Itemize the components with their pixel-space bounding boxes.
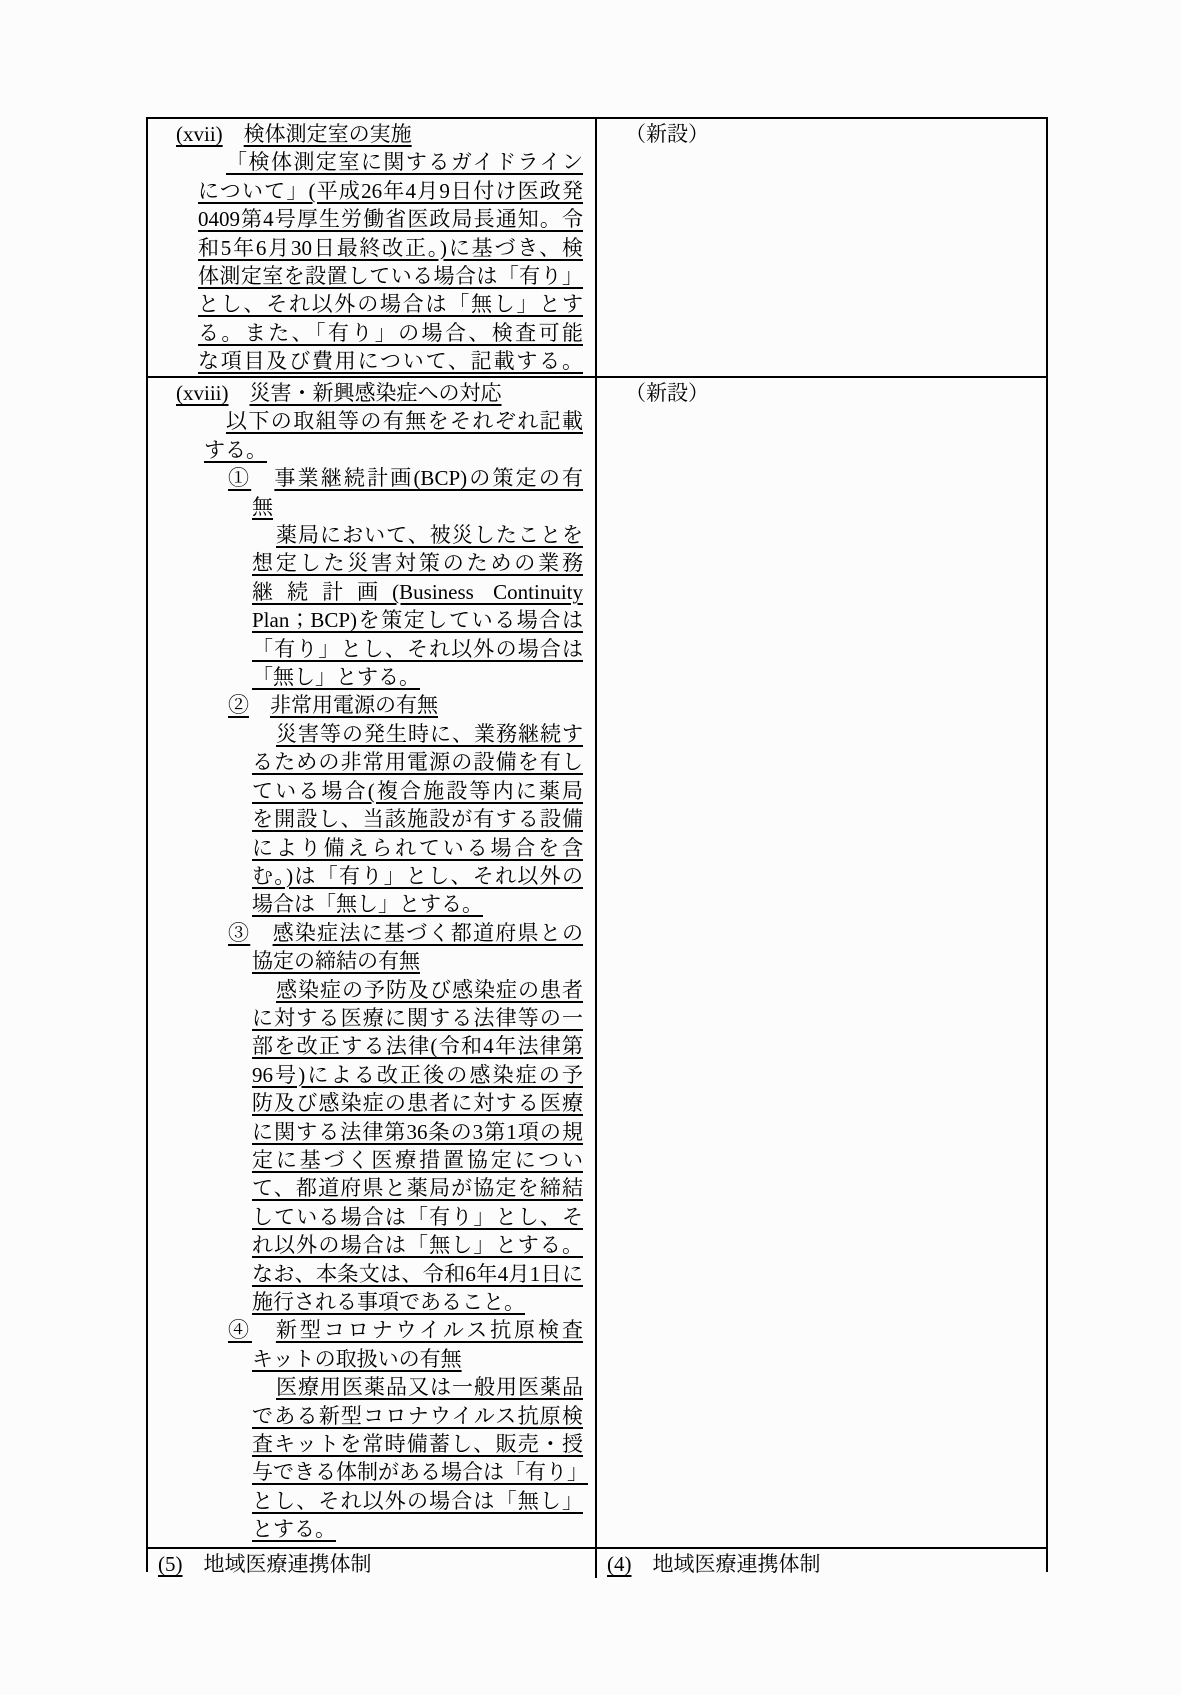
underlined-text-segment: に関する法律第36条の3第1項の規 — [252, 1119, 583, 1144]
text-line — [198, 205, 583, 233]
text-segment — [229, 381, 250, 405]
underlined-text-segment: 「無し」とする。 — [252, 665, 420, 690]
text-segment — [632, 1552, 653, 1576]
text-segment: （新設） — [625, 122, 709, 146]
underlined-text-segment: ている場合(複合施設等内に薬局 — [252, 778, 583, 803]
text-line — [252, 777, 583, 805]
text-line — [252, 1402, 583, 1430]
underlined-text-segment: 0409第4号厚生労働省医政局長通知。令 — [198, 207, 583, 232]
text-line — [252, 578, 583, 606]
underlined-text-segment: 災害等の発生時に、業務継続す — [276, 721, 583, 746]
text-line — [252, 493, 583, 521]
comparison-table — [146, 117, 1048, 1576]
underlined-text-segment: 無 — [252, 494, 273, 519]
text-line — [252, 748, 583, 776]
cell-r1-right — [597, 119, 1046, 376]
underlined-text-segment: (5) — [158, 1552, 183, 1576]
text-line — [252, 1458, 588, 1486]
text-line — [252, 549, 583, 577]
underlined-text-segment: 場合は「無し」とする。 — [252, 892, 483, 917]
cell-r2-left — [148, 378, 597, 1547]
cell-r1-left — [148, 119, 597, 376]
text-line — [252, 1089, 583, 1117]
text-line — [252, 1260, 583, 1288]
text-line — [625, 120, 1034, 148]
underlined-text-segment: とし、それ以外の場合は「無し」 — [252, 1488, 583, 1513]
table-row-xviii — [148, 378, 1046, 1549]
text-line — [252, 1118, 583, 1146]
text-line — [276, 976, 583, 1004]
text-segment — [251, 466, 274, 490]
text-segment — [252, 1318, 276, 1342]
text-line — [252, 606, 583, 634]
underlined-text-segment: とし、それ以外の場合は「無し」とす — [198, 292, 583, 317]
text-line — [252, 635, 583, 663]
text-line — [252, 1231, 583, 1259]
underlined-text-segment: キットの取扱いの有無 — [252, 1346, 462, 1371]
underlined-text-segment: (4) — [607, 1552, 632, 1576]
underlined-text-segment: 災害・新興感染症への対応 — [249, 381, 502, 405]
text-segment: 地域医療連携体制 — [652, 1552, 821, 1576]
underlined-text-segment: 非常用電源の有無 — [270, 693, 438, 718]
text-line — [252, 947, 583, 975]
text-line — [252, 834, 583, 862]
text-line — [198, 319, 583, 347]
text-segment — [250, 921, 272, 945]
cell-r3-right — [597, 1549, 1046, 1578]
underlined-text-segment: Plan；BCP)を策定している場合は — [252, 608, 583, 633]
underlined-text-segment: 以下の取組等の有無をそれぞれ記載 — [226, 409, 583, 434]
text-line — [252, 1288, 583, 1316]
text-line — [228, 1316, 583, 1344]
underlined-text-segment: 部を改正する法律(令和4年法律第 — [252, 1034, 583, 1059]
table-row-regional — [148, 1549, 1046, 1578]
underlined-text-segment: る。また、「有り」の場合、検査可能 — [198, 320, 583, 345]
text-line — [158, 1550, 583, 1578]
underlined-text-segment: む。)は「有り」とし、それ以外の — [252, 863, 583, 888]
underlined-text-segment: 和5年6月30日最終改正。)に基づき、検 — [198, 235, 583, 260]
text-segment — [223, 122, 244, 146]
text-segment — [183, 1552, 204, 1576]
text-line — [252, 1345, 583, 1373]
underlined-text-segment: (xviii) — [176, 381, 229, 405]
text-line — [228, 919, 583, 947]
text-line — [252, 1515, 583, 1543]
text-line — [252, 890, 583, 918]
underlined-text-segment: 体測定室を設置している場合は「有り」 — [198, 264, 583, 289]
text-line — [252, 1487, 583, 1515]
text-line — [252, 1146, 583, 1174]
cell-r3-left — [148, 1549, 597, 1578]
text-line — [252, 1430, 583, 1458]
text-line — [252, 1004, 583, 1032]
text-segment — [249, 693, 270, 717]
underlined-text-segment: である新型コロナウイルス抗原検 — [252, 1403, 583, 1428]
text-line — [252, 1061, 583, 1089]
text-line — [198, 262, 583, 290]
underlined-text-segment: 医療用医薬品又は一般用医薬品 — [276, 1375, 583, 1400]
text-line — [226, 148, 583, 176]
underlined-text-segment: する。 — [204, 437, 267, 462]
underlined-text-segment: 「検体測定室に関するガイドライン — [226, 150, 583, 175]
underlined-text-segment: について」(平成26年4月9日付け医政発 — [198, 178, 583, 203]
underlined-text-segment: 想定した災害対策のための業務 — [252, 551, 583, 576]
underlined-text-segment: 薬局において、被災したことを — [276, 523, 583, 548]
text-line — [228, 464, 583, 492]
text-segment: （新設） — [625, 381, 709, 405]
text-line — [252, 1203, 583, 1231]
underlined-text-segment: なお、本条文は、令和6年4月1日に — [252, 1261, 583, 1286]
text-line — [252, 862, 583, 890]
text-line — [176, 379, 583, 407]
text-line — [252, 805, 583, 833]
text-line — [226, 407, 583, 435]
underlined-text-segment: (xvii) — [176, 122, 223, 146]
underlined-text-segment: とする。 — [252, 1517, 336, 1542]
underlined-text-segment: ① — [228, 466, 252, 491]
text-line — [198, 290, 583, 318]
underlined-text-segment: を開設し、当該施設が有する設備 — [252, 807, 583, 832]
underlined-text-segment: 「有り」とし、それ以外の場合は — [252, 636, 583, 661]
underlined-text-segment: 事業継続計画(BCP)の策定の有 — [274, 466, 584, 491]
text-line — [204, 436, 583, 464]
underlined-text-segment: るための非常用電源の設備を有し — [252, 750, 583, 775]
underlined-text-segment: れ以外の場合は「無し」とする。 — [252, 1233, 583, 1258]
text-line — [252, 1174, 583, 1202]
underlined-text-segment: 協定の締結の有無 — [252, 949, 420, 974]
text-segment: 地域医療連携体制 — [203, 1552, 372, 1576]
cell-r2-right — [597, 378, 1046, 1547]
underlined-text-segment: 防及び感染症の患者に対する医療 — [252, 1091, 583, 1116]
underlined-text-segment: て、都道府県と薬局が協定を締結 — [252, 1176, 583, 1201]
text-line — [198, 347, 583, 375]
underlined-text-segment: 与できる体制がある場合は「有り」 — [252, 1460, 588, 1485]
text-line — [198, 177, 583, 205]
underlined-text-segment: ③ — [228, 920, 251, 945]
underlined-text-segment: により備えられている場合を含 — [252, 835, 583, 860]
text-line — [228, 691, 583, 719]
text-line — [625, 379, 1034, 407]
underlined-text-segment: 査キットを常時備蓄し、販売・授 — [252, 1432, 583, 1457]
table-row-xvii — [148, 119, 1046, 378]
underlined-text-segment: 定に基づく医療措置協定につい — [252, 1147, 583, 1172]
underlined-text-segment: 検体測定室の実施 — [243, 122, 412, 146]
underlined-text-segment: 継続計画(Business Continuity — [252, 579, 583, 604]
underlined-text-segment: な項目及び費用について、記載する。 — [198, 349, 583, 374]
text-line — [276, 1373, 583, 1401]
text-line — [276, 521, 583, 549]
text-line — [198, 234, 583, 262]
text-line — [607, 1550, 1034, 1578]
underlined-text-segment: 96号)による改正後の感染症の予 — [252, 1062, 583, 1087]
text-line — [252, 1032, 583, 1060]
underlined-text-segment: ④ — [228, 1318, 252, 1343]
underlined-text-segment: 感染症法に基づく都道府県との — [272, 920, 584, 945]
underlined-text-segment: 新型コロナウイルス抗原検査 — [275, 1318, 584, 1343]
text-line — [176, 120, 583, 148]
underlined-text-segment: 施行される事項であること。 — [252, 1290, 525, 1314]
text-line — [252, 663, 583, 691]
underlined-text-segment: に対する医療に関する法律等の一 — [252, 1005, 583, 1030]
underlined-text-segment: ② — [228, 693, 249, 718]
underlined-text-segment: している場合は「有り」とし、そ — [252, 1204, 583, 1229]
text-line — [276, 720, 583, 748]
underlined-text-segment: 感染症の予防及び感染症の患者 — [276, 977, 583, 1002]
